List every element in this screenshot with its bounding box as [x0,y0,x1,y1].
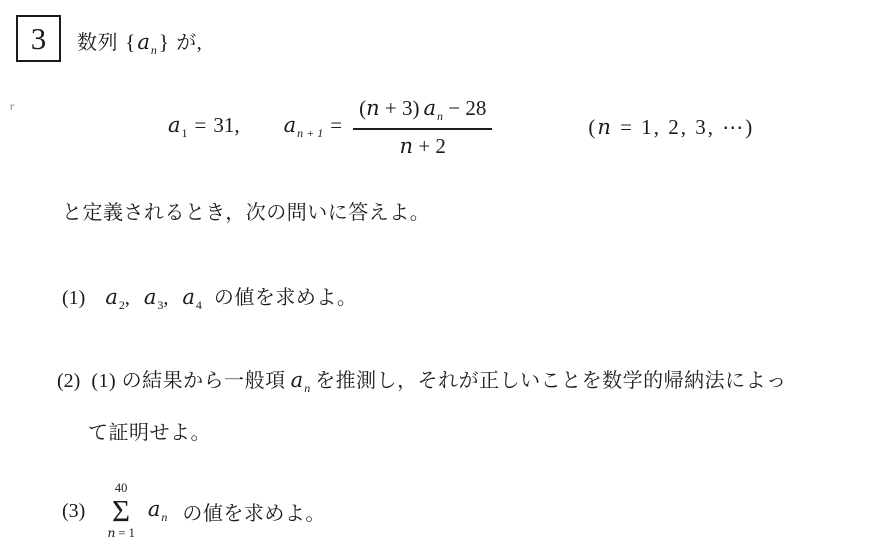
term-a3 [143,285,164,312]
initial-sub: 1 [181,126,188,140]
fraction [353,95,492,159]
n-var: n [107,525,116,541]
den-tail: + 2 [418,133,446,158]
summation [107,482,135,539]
num-a: a [423,95,437,120]
term-a2 [105,285,125,312]
equals-sign: = [194,113,207,137]
initial-value: 31, [213,113,240,137]
num-n: n [366,95,380,120]
recurrence-formula [168,94,754,160]
initial-var: a [168,113,181,137]
recurrence-lhs [284,113,349,141]
a-var: a [147,497,161,521]
intro-post: が, [176,32,203,54]
num-mid: + 3) [384,95,420,120]
condition-var: n [597,114,613,139]
condition-rest: = 1, 2, 3, ⋯) [620,114,755,139]
intro-pre: 数列 [77,32,118,54]
a-sub: n [304,381,311,395]
question-1 [62,281,357,313]
question-2-line2: て証明せよ。 [88,422,211,444]
question-2-pre: (1) の結果から一般項 [91,370,286,392]
problem-number: 3 [30,20,47,56]
a-var: a [143,285,157,309]
paren-open: ( [588,114,598,139]
initial-term [168,113,240,141]
question-1-text: の値を求めよ。 [213,287,358,309]
fraction-numerator [353,95,492,130]
num-a-sub: n [437,108,444,123]
question-2-post: を推測し，それが正しいことを数学的帰納法によっ [315,370,787,392]
sigma-upper-limit: 40 [114,481,128,496]
recurrence-var: a [283,113,297,137]
num-tail: − 28 [448,95,487,120]
question-1-math [105,285,202,313]
question-1-label: (1) [62,287,86,309]
comma: , [124,287,130,309]
a-sub: n [161,510,168,524]
problem-number-box [16,15,61,62]
sequence-sub: n [150,43,157,57]
a-sub: 2 [118,298,125,312]
term-a4 [182,285,202,312]
brace-close: } [158,30,169,54]
lower-rest: = 1 [118,526,135,541]
paren-open: ( [359,95,367,120]
equals-sign: = [330,113,343,137]
definition-line: と定義されるとき，次の問いに答えよ。 [62,202,431,224]
question-3 [62,476,326,546]
comma: , [163,287,169,309]
sigma-icon: Σ [112,492,131,528]
general-term [291,368,311,396]
recurrence-sub: n + 1 [297,126,324,140]
question-2-line1 [57,364,787,396]
problem-intro [77,26,202,58]
scan-artifact: r [9,102,16,113]
sequence-var: a [137,30,150,54]
fraction-denominator [400,130,446,159]
a-sub: 3 [157,298,164,312]
question-2-label: (2) [57,370,81,392]
a-var: a [182,285,195,309]
brace-open: { [125,30,136,54]
domain-condition [588,115,754,140]
summand [148,497,168,525]
den-n: n [399,133,414,158]
question-3-text: の値を求めよ。 [182,502,326,525]
a-var: a [290,368,304,392]
sigma-lower-limit [107,527,135,540]
question-3-label: (3) [62,499,86,522]
a-var: a [105,285,118,309]
a-sub: 4 [195,298,202,312]
